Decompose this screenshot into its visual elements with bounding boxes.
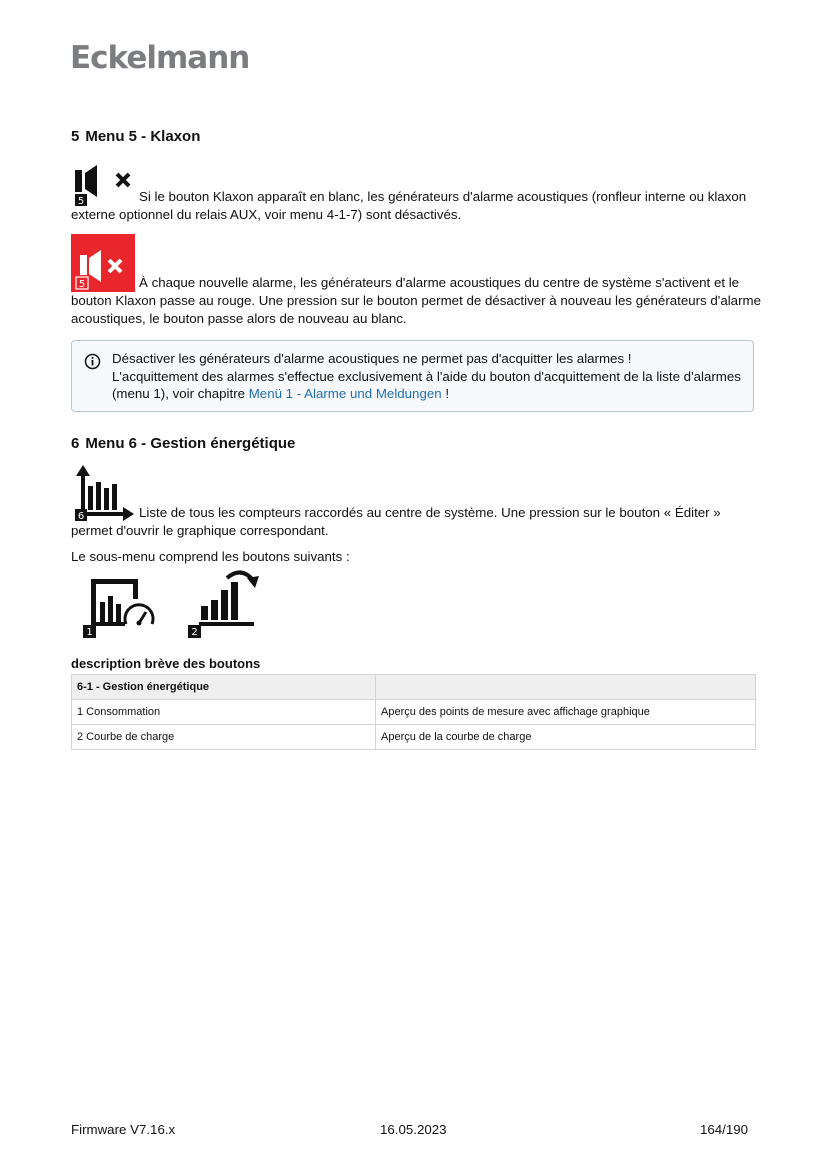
table-header-row: [72, 675, 756, 700]
energy-list-paragraph: [71, 464, 761, 540]
info-icon: [84, 353, 101, 375]
section-title: Menu 5 - Klaxon: [85, 128, 201, 145]
table-row: [72, 725, 756, 750]
section-number: 6: [71, 435, 80, 452]
paragraph-text: Si le bouton Klaxon apparaît en blanc, les générateurs d'alarme acoustiques (ronfleur interne ou klaxon externe optionnel du relais AUX, voir menu 4-1-7) sont désactivés.: [71, 189, 747, 222]
section-5-heading: [71, 128, 200, 145]
button-description-table: [71, 674, 756, 750]
klaxon-white-paragraph: [71, 162, 761, 224]
table-cell: 2 Courbe de charge: [72, 725, 376, 750]
table-header-cell: [376, 675, 756, 700]
table-cell: 1 Consommation: [72, 700, 376, 725]
note-text-before: L'acquittement des alarmes s'effectue exclusivement à l'aide du bouton d'acquittement de la liste d'alarmes (menu 1), voir chapitre: [112, 368, 741, 401]
note-line-1: Désactiver les générateurs d'alarme acoustiques ne permet pas d'acquitter les alarmes !: [112, 351, 632, 366]
footer-firmware: Firmware V7.16.x: [71, 1122, 176, 1137]
section-number: 5: [71, 128, 80, 145]
menu-1-chapter-link[interactable]: Menü 1 - Alarme und Meldungen: [248, 386, 442, 401]
icon-badge: 5: [77, 196, 85, 206]
table-header-cell: 6-1 - Gestion énergétique: [72, 675, 376, 700]
energy-chart-icon: [71, 464, 135, 522]
table-row: [72, 700, 756, 725]
note-line-2: [112, 368, 742, 403]
footer-page-number: 164/190: [700, 1122, 749, 1137]
note-text: [112, 350, 742, 403]
speaker-mute-red-icon: [71, 234, 135, 292]
eckelmann-logo: Eckelmann: [70, 40, 250, 76]
note-text-after: !: [441, 386, 450, 401]
icon-badge: 5: [78, 279, 86, 290]
table-title: description brève des boutons: [71, 656, 261, 671]
icon-badge: 6: [77, 511, 85, 522]
section-title: Menu 6 - Gestion énergétique: [85, 435, 296, 452]
table-cell: Aperçu de la courbe de charge: [376, 725, 756, 750]
paragraph-text: Liste de tous les compteurs raccordés au centre de système. Une pression sur le bouton « Éditer » permet d'ouvrir le graphique correspondant.: [71, 505, 721, 538]
load-curve-icon[interactable]: [187, 568, 261, 645]
icon-badge: 1: [86, 627, 93, 638]
speaker-mute-icon: [71, 162, 135, 206]
consumption-gauge-icon[interactable]: [82, 568, 156, 645]
footer-date: 16.05.2023: [380, 1122, 447, 1137]
paragraph-text: À chaque nouvelle alarme, les générateurs d'alarme acoustiques du centre de système s'activent et le bouton Klaxon passe au rouge. Une pression sur le bouton permet de désactiver à nouveau les générateurs d'alarme acoustiques, le bouton passe alors de nouveau au blanc.: [71, 275, 761, 326]
section-6-heading: [71, 435, 295, 452]
table-cell: Aperçu des points de mesure avec affichage graphique: [376, 700, 756, 725]
submenu-intro: Le sous-menu comprend les boutons suivants :: [71, 549, 350, 564]
info-note: [71, 340, 754, 412]
klaxon-red-paragraph: [71, 234, 761, 328]
icon-badge: 2: [191, 627, 198, 638]
